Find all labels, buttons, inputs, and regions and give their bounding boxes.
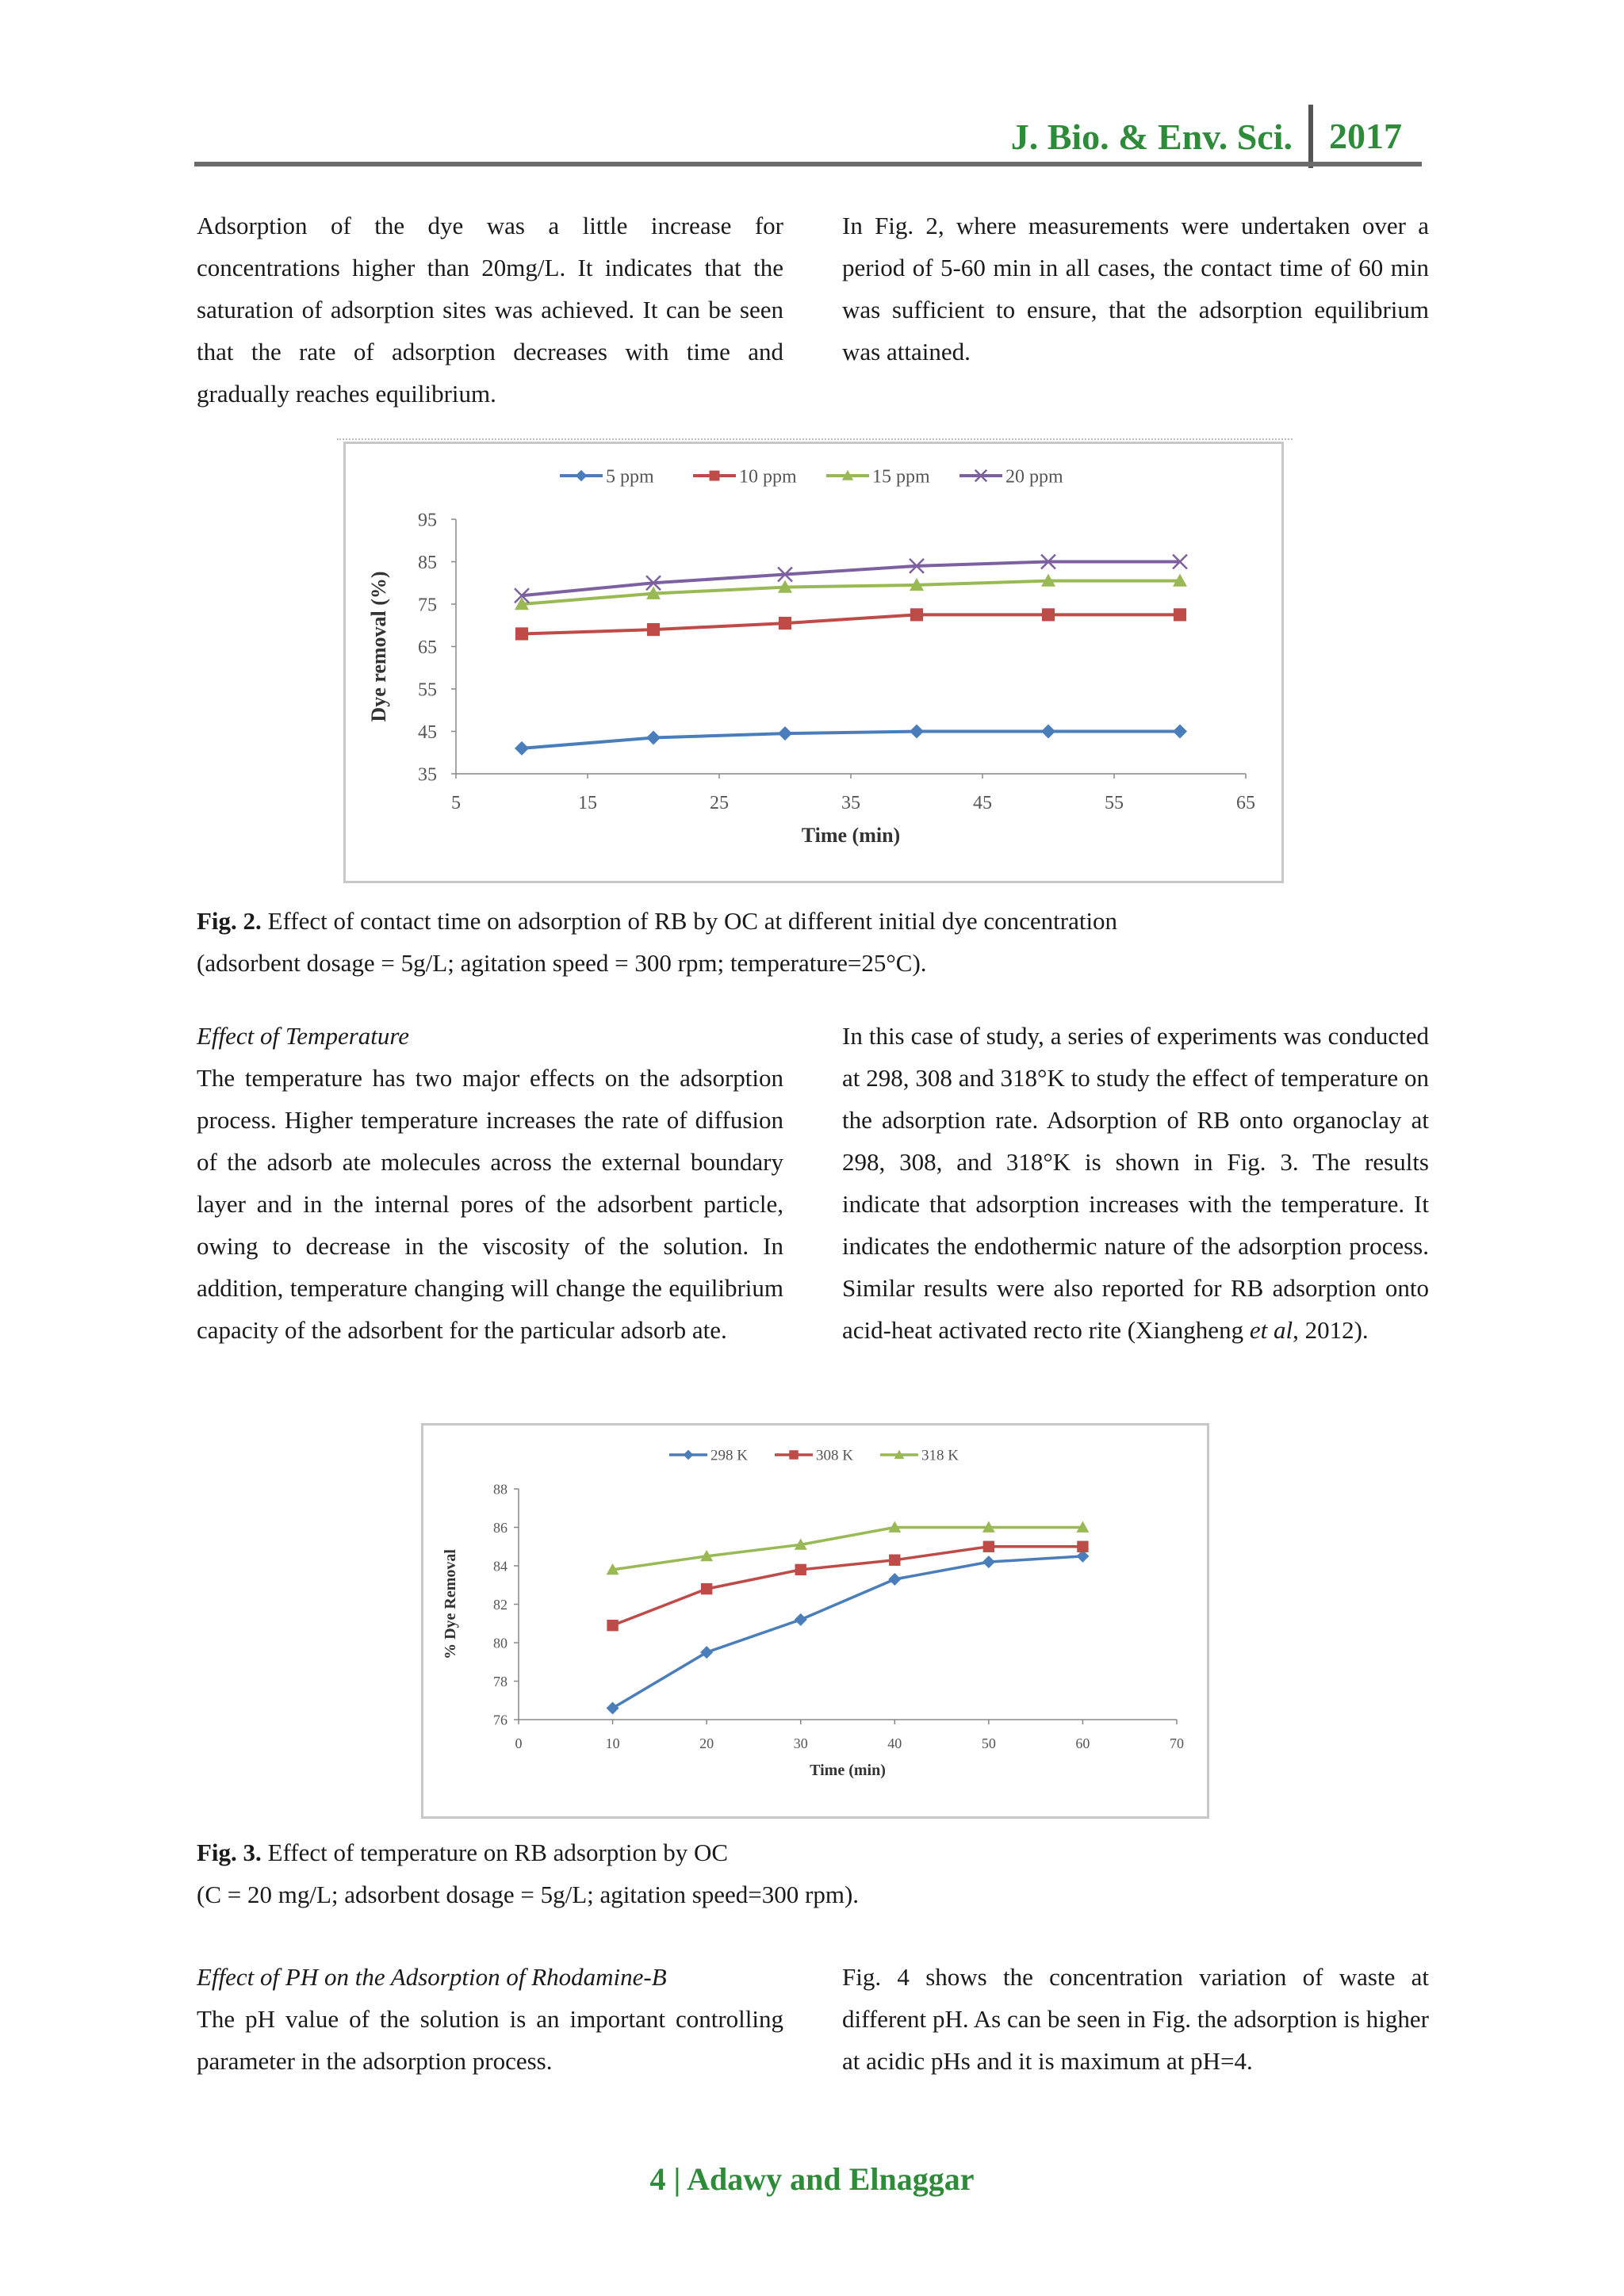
fig3-chart bbox=[423, 1425, 1207, 1816]
fig3-xtick-label: 40 bbox=[887, 1735, 902, 1751]
temperature-right-paragraph bbox=[842, 1015, 1429, 1351]
fig2-data-point bbox=[910, 608, 923, 621]
fig2-legend-label: 20 ppm bbox=[1005, 466, 1063, 488]
fig2-data-point bbox=[646, 731, 661, 745]
fig3-xtick-label: 20 bbox=[699, 1735, 714, 1751]
fig3-data-point bbox=[888, 1573, 901, 1586]
fig3-frame bbox=[421, 1423, 1209, 1819]
temperature-left-column bbox=[197, 1015, 783, 1351]
fig2-xtick-label: 5 bbox=[451, 793, 461, 813]
fig2-xtick-label: 55 bbox=[1105, 793, 1124, 813]
fig2-y-axis-title: Dye removal (%) bbox=[367, 571, 390, 722]
fig3-data-point bbox=[1077, 1541, 1088, 1552]
fig3-data-point bbox=[607, 1701, 619, 1714]
fig3-series-line bbox=[613, 1528, 1083, 1570]
top-left-paragraph: Adsorption of the dye was a little increase for concentrations higher than 20mg/L. It indicates that the saturation of adsorption sites was achieved. It can be seen that the rate of adsorption decreases with time and gradually reaches equilibrium. bbox=[197, 212, 783, 408]
fig2-series-line bbox=[522, 581, 1180, 604]
temperature-right-text-a: In this case of study, a series of experiments was conducted at 298, 308 and 318°K to study the effect of temperature on the adsorption rate. Adsorption of RB onto organoclay at 298, 308, and 318°K is shown in Fig. 3. The results indicate that adsorption increases with the temperature. It indicates the endothermic nature of the adsorption process. Similar results were also reported for RB adsorption onto acid-heat activated recto rite (Xiangheng bbox=[842, 1022, 1429, 1344]
fig3-data-point bbox=[795, 1564, 806, 1575]
fig3-data-point bbox=[983, 1541, 994, 1552]
fig3-data-point bbox=[982, 1556, 995, 1568]
fig2-caption bbox=[197, 900, 1434, 984]
fig2-xtick-label: 15 bbox=[578, 793, 597, 813]
top-right-column bbox=[842, 205, 1429, 373]
fig2-data-point bbox=[1041, 725, 1055, 739]
fig3-ytick-label: 80 bbox=[493, 1635, 508, 1651]
temperature-right-text-b: , 2012). bbox=[1293, 1316, 1369, 1344]
fig2-data-point bbox=[1173, 725, 1187, 739]
fig2-data-point bbox=[910, 725, 924, 739]
fig2-legend-marker bbox=[710, 471, 720, 481]
ph-left-paragraph: The pH value of the solution is an important controlling parameter in the adsorption process. bbox=[197, 2005, 783, 2075]
fig3-legend-marker bbox=[789, 1450, 799, 1460]
fig2-legend-label: 15 ppm bbox=[872, 466, 930, 488]
fig2-ytick-label: 65 bbox=[418, 637, 437, 658]
fig2-legend-marker bbox=[576, 470, 587, 481]
fig3-ytick-label: 82 bbox=[493, 1596, 508, 1613]
fig3-xtick-label: 0 bbox=[515, 1735, 523, 1751]
fig3-ytick-label: 84 bbox=[493, 1558, 508, 1575]
fig3-data-point bbox=[889, 1555, 900, 1566]
temperature-right-text-italic: et al bbox=[1249, 1316, 1293, 1344]
fig2-caption-line1: Effect of contact time on adsorption of RB by OC at different initial dye concentration bbox=[267, 907, 1118, 935]
fig2-ytick-label: 35 bbox=[418, 764, 437, 786]
fig2-data-point bbox=[647, 623, 660, 636]
fig2-xtick-label: 65 bbox=[1236, 793, 1255, 813]
temperature-left-paragraph: The temperature has two major effects on the adsorption process. Higher temperature increases the rate of diffusion of the adsorb ate molecules across the external boundary layer and in the internal pores of the adsorbent particle, owing to decrease in the viscosity of the solution. In addition, temperature changing will change the equilibrium capacity of the adsorbent for the particular adsorb ate. bbox=[197, 1064, 783, 1344]
ph-left-column bbox=[197, 1956, 783, 2082]
fig3-xtick-label: 70 bbox=[1170, 1735, 1184, 1751]
fig3-x-axis-title: Time (min) bbox=[810, 1762, 886, 1779]
fig3-ytick-label: 88 bbox=[493, 1481, 508, 1498]
fig3-ytick-label: 78 bbox=[493, 1673, 508, 1689]
journal-name: J. Bio. & Env. Sci. bbox=[1010, 116, 1293, 157]
fig2-data-point bbox=[778, 726, 792, 740]
fig2-series-line bbox=[522, 614, 1180, 633]
fig2-label: Fig. 2. bbox=[197, 907, 262, 935]
fig3-data-point bbox=[700, 1646, 713, 1659]
top-left-column bbox=[197, 205, 783, 415]
fig2-legend-label: 5 ppm bbox=[606, 466, 654, 488]
fig2-frame bbox=[343, 442, 1284, 883]
fig3-xtick-label: 60 bbox=[1075, 1735, 1090, 1751]
page-footer: 4 | Adawy and Elnaggar bbox=[649, 2161, 975, 2197]
fig3-caption bbox=[197, 1831, 1434, 1915]
fig2-ytick-label: 85 bbox=[418, 552, 437, 573]
top-right-paragraph: In Fig. 2, where measurements were undertaken over a period of 5-60 min in all cases, the contact time of 60 min was sufficient to ensure, that the adsorption equilibrium was attained. bbox=[842, 212, 1429, 365]
fig3-xtick-label: 30 bbox=[793, 1735, 808, 1751]
fig3-xtick-label: 50 bbox=[981, 1735, 996, 1751]
fig2-x-axis-title: Time (min) bbox=[801, 824, 901, 847]
fig3-y-axis-title: % Dye Removal bbox=[442, 1549, 459, 1659]
ph-right-paragraph: Fig. 4 shows the concentration variation of waste at different pH. As can be seen in Fig. the adsorption is higher at acidic pHs and it is maximum at pH=4. bbox=[842, 1963, 1429, 2075]
fig3-legend-label: 318 K bbox=[921, 1447, 959, 1464]
fig2-data-point bbox=[515, 627, 528, 640]
fig2-chart bbox=[346, 444, 1281, 881]
ph-right-column bbox=[842, 1956, 1429, 2082]
fig2-ytick-label: 95 bbox=[418, 510, 437, 531]
fig2-ytick-label: 45 bbox=[418, 721, 437, 743]
header-rule bbox=[194, 162, 1422, 166]
fig3-label: Fig. 3. bbox=[197, 1839, 262, 1866]
fig2-xtick-label: 35 bbox=[841, 793, 860, 813]
temperature-heading: Effect of Temperature bbox=[197, 1022, 410, 1050]
fig2-data-point bbox=[779, 617, 791, 629]
ph-heading: Effect of PH on the Adsorption of Rhodamine-B bbox=[197, 1963, 667, 1991]
fig2-data-point bbox=[1174, 608, 1186, 621]
fig2-series-line bbox=[522, 732, 1180, 748]
temperature-right-column bbox=[842, 1015, 1429, 1351]
fig2-data-point bbox=[515, 741, 529, 756]
fig2-data-point bbox=[1042, 608, 1055, 621]
fig3-series-line bbox=[613, 1556, 1083, 1709]
fig3-ytick-label: 86 bbox=[493, 1519, 508, 1536]
fig3-xtick-label: 10 bbox=[605, 1735, 620, 1751]
fig3-data-point bbox=[795, 1613, 807, 1626]
fig2-caption-line2: (adsorbent dosage = 5g/L; agitation speed = 300 rpm; temperature=25°C). bbox=[197, 949, 927, 977]
journal-year: 2017 bbox=[1308, 105, 1402, 168]
fig2-xtick-label: 25 bbox=[710, 793, 729, 813]
fig3-ytick-label: 76 bbox=[493, 1712, 508, 1728]
fig3-caption-line2: (C = 20 mg/L; adsorbent dosage = 5g/L; agitation speed=300 rpm). bbox=[197, 1881, 860, 1908]
fig2-series-line bbox=[522, 562, 1180, 596]
fig2-ytick-label: 75 bbox=[418, 595, 437, 616]
fig2-xtick-label: 45 bbox=[973, 793, 992, 813]
fig3-data-point bbox=[701, 1583, 712, 1594]
journal-header bbox=[1011, 105, 1402, 168]
fig2-ytick-label: 55 bbox=[418, 679, 437, 701]
fig2-top-border bbox=[337, 438, 1293, 440]
fig3-legend-label: 308 K bbox=[816, 1447, 853, 1464]
fig2-legend-label: 10 ppm bbox=[739, 466, 797, 488]
fig3-caption-line1: Effect of temperature on RB adsorption by OC bbox=[267, 1839, 729, 1866]
fig3-legend-label: 298 K bbox=[710, 1447, 748, 1464]
fig3-legend-marker bbox=[684, 1450, 694, 1460]
fig3-data-point bbox=[607, 1620, 618, 1631]
